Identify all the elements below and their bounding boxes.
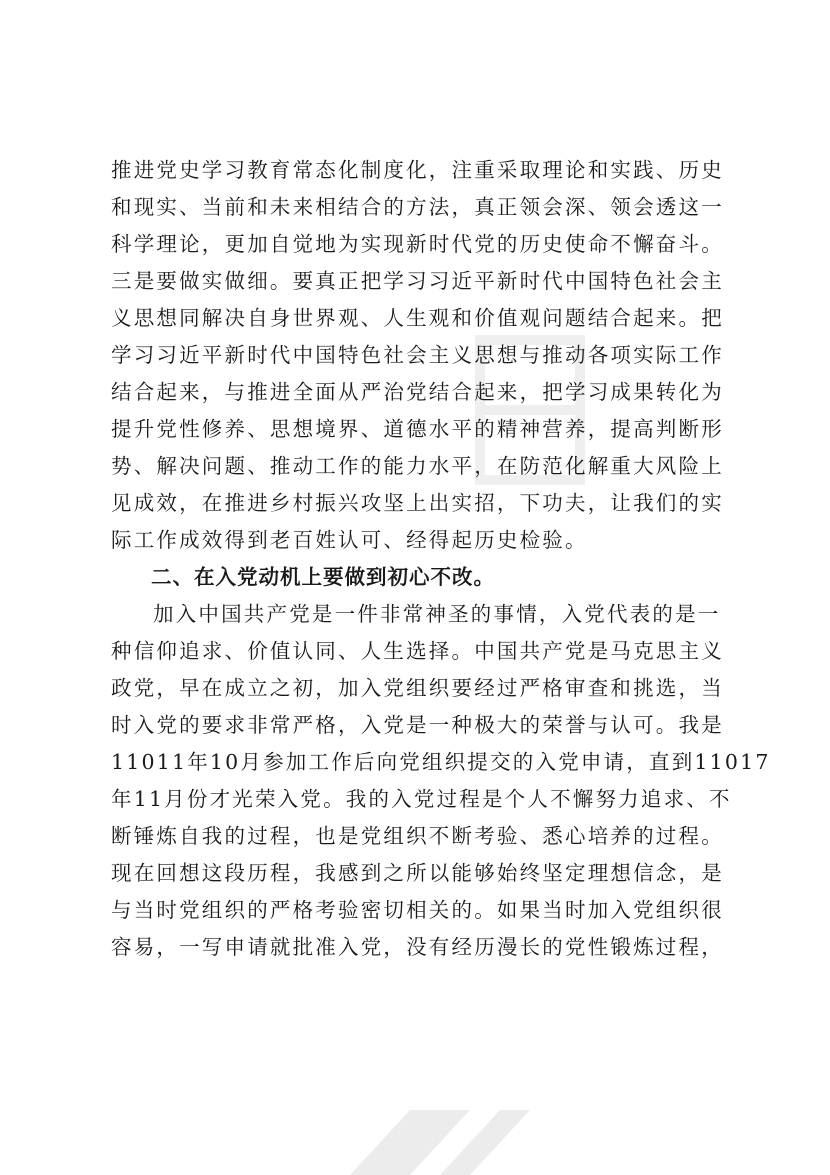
paragraph-line: 容易，一写申请就批准入党，没有经历漫长的党性锻炼过程， [111, 935, 724, 959]
paragraph-line: 与当时党组织的严格考验密切相关的。如果当时加入党组织很 [111, 898, 724, 922]
paragraph-line: 义思想同解决自身世界观、人生观和价值观问题结合起来。把 [111, 306, 724, 330]
document-body [111, 152, 771, 966]
paragraph-line: 见成效，在推进乡村振兴攻坚上出实招，下功夫，让我们的实 [111, 491, 724, 515]
paragraph-line: 断锤炼自我的过程，也是党组织不断考验、悉心培养的过程。 [111, 824, 724, 848]
paragraph-line: 科学理论，更加自觉地为实现新时代党的历史使命不懈奋斗。 [111, 232, 724, 256]
paragraph-line: 政党，早在成立之初，加入党组织要经过严格审查和挑选，当 [111, 676, 724, 700]
paragraph-line: 际工作成效得到老百姓认可、经得起历史检验。 [111, 528, 588, 552]
paragraph-line: 和现实、当前和未来相结合的方法，真正领会深、领会透这一 [111, 195, 724, 219]
paragraph-line: 11011年10月参加工作后向党组织提交的入党申请，直到11017 [111, 750, 771, 774]
paragraph-line: 三是要做实做细。要真正把学习习近平新时代中国特色社会主 [111, 269, 724, 293]
paragraph-line: 推进党史学习教育常态化制度化，注重采取理论和实践、历史 [111, 158, 724, 182]
paragraph-line: 学习习近平新时代中国特色社会主义思想与推动各项实际工作 [111, 343, 724, 367]
paragraph-line: 提升党性修养、思想境界、道德水平的精神营养，提高判断形 [111, 417, 724, 441]
paragraph-line: 种信仰追求、价值认同、人生选择。中国共产党是马克思主义 [111, 639, 724, 663]
paragraph-line: 结合起来，与推进全面从严治党结合起来，把学习成果转化为 [111, 380, 724, 404]
paragraph-line: 势、解决问题、推动工作的能力水平，在防范化解重大风险上 [111, 454, 724, 478]
paragraph-line: 加入中国共产党是一件非常神圣的事情，入党代表的是一 [153, 602, 721, 626]
paragraph-line: 现在回想这段历程，我感到之所以能够始终坚定理想信念，是 [111, 861, 724, 885]
paragraph-line: 时入党的要求非常严格，入党是一种极大的荣誉与认可。我是 [111, 713, 724, 737]
watermark-bottom-icon [330, 1100, 530, 1175]
section-heading: 二、在入党动机上要做到初心不改。 [151, 565, 495, 589]
paragraph-line: 年11月份才光荣入党。我的入党过程是个人不懈努力追求、不 [111, 787, 732, 811]
